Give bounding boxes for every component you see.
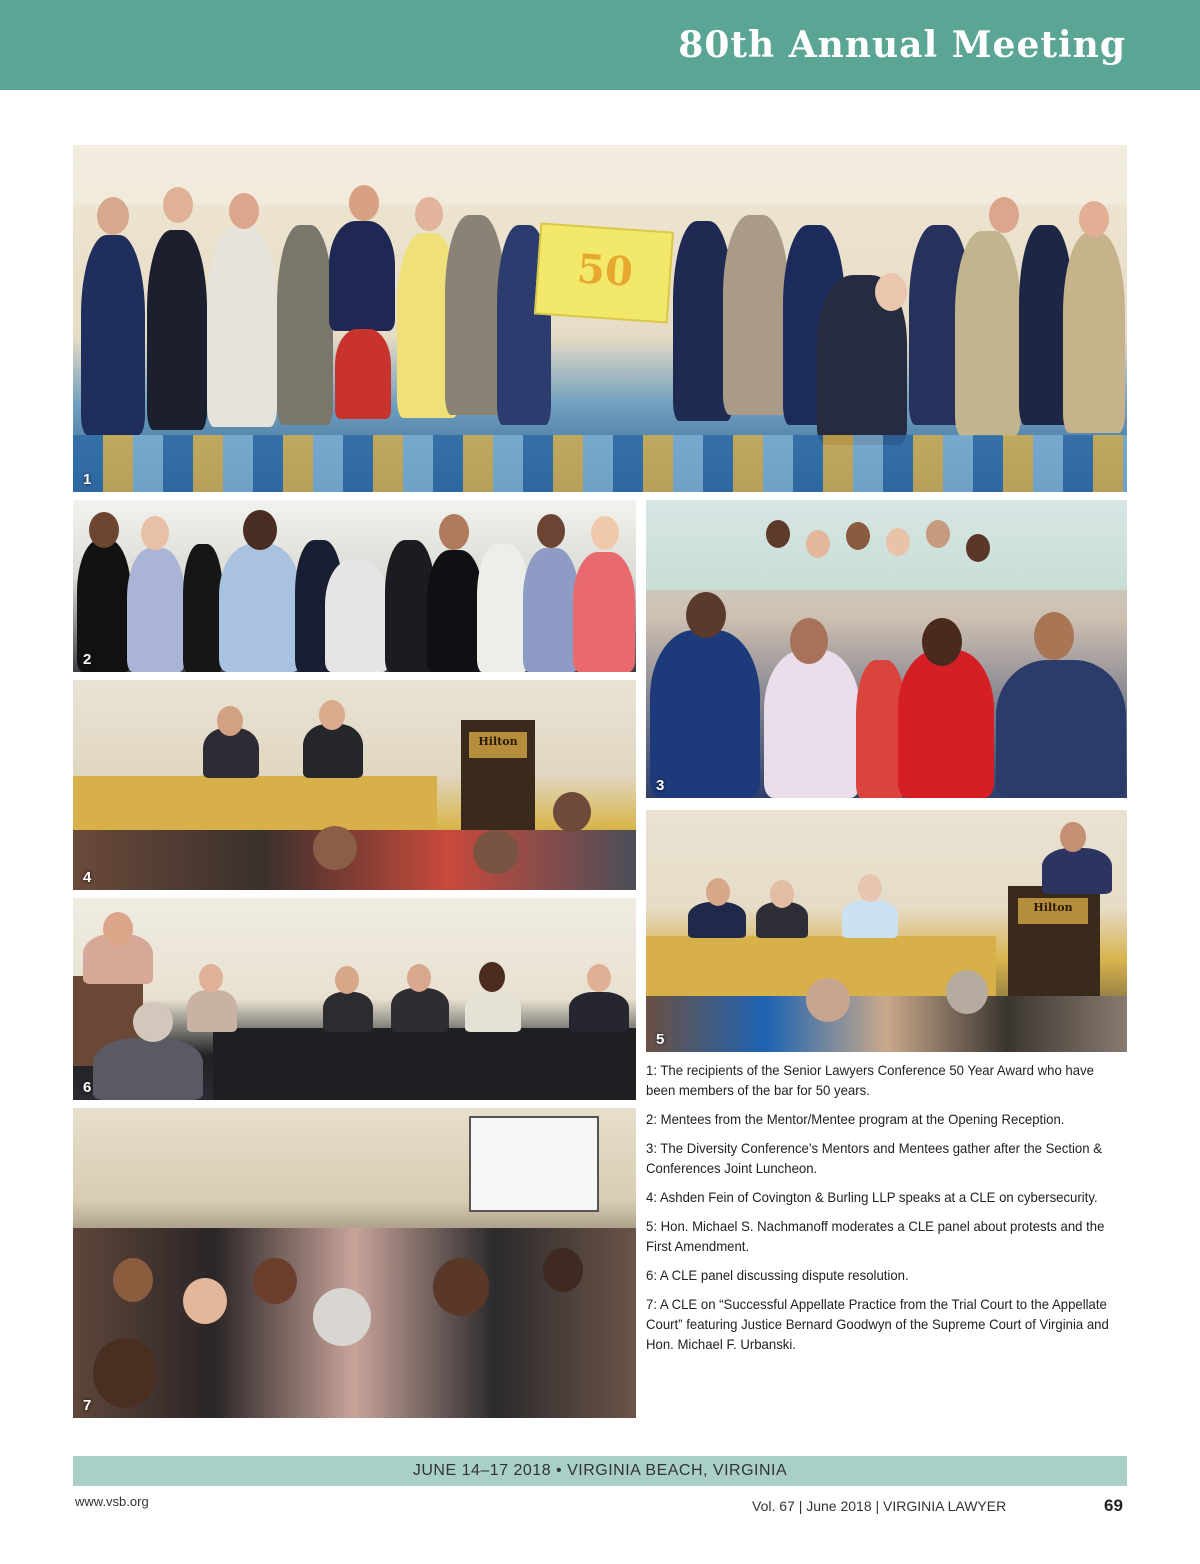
photo-award-recipients: [73, 145, 1127, 492]
photo-number: 7: [83, 1397, 92, 1414]
page-number: 69: [1104, 1496, 1123, 1515]
photo-mentees: [73, 500, 636, 672]
hilton-podium-sign: Hilton: [1018, 898, 1088, 924]
event-date-location: JUNE 14–17 2018 • VIRGINIA BEACH, VIRGINIA: [412, 1462, 788, 1479]
photo-number: 1: [83, 471, 92, 488]
website-link[interactable]: www.vsb.org: [75, 1494, 149, 1509]
photo-cybersecurity-cle: [73, 680, 636, 890]
caption-3: 3: The Diversity Conference’s Mentors and Mentees gather after the Section & Conferences Joint Luncheon.: [646, 1140, 1102, 1176]
photo-number: 6: [83, 1079, 92, 1096]
photo-number: 5: [656, 1031, 665, 1048]
photo-dispute-resolution-panel: [73, 898, 636, 1100]
caption-6: 6: A CLE panel discussing dispute resolution.: [646, 1267, 909, 1283]
caption-2: 2: Mentees from the Mentor/Mentee program at the Opening Reception.: [646, 1111, 1065, 1127]
photo-captions: [646, 1060, 1127, 1363]
photo-number: 3: [656, 777, 665, 794]
caption-7: 7: A CLE on “Successful Appellate Practice from the Trial Court to the Appellate Court” featuring Justice Bernard Goodwyn of the Supreme Court of Virginia and Hon. Michael F. Urbanski.: [646, 1296, 1109, 1352]
photo-first-amendment-panel: [646, 810, 1127, 1052]
page-header: [0, 0, 1200, 90]
hilton-podium-sign: Hilton: [469, 732, 527, 758]
caption-5: 5: Hon. Michael S. Nachmanoff moderates a CLE panel about protests and the First Amendment.: [646, 1218, 1105, 1254]
event-date-band: [73, 1456, 1127, 1486]
caption-1: 1: The recipients of the Senior Lawyers Conference 50 Year Award who have been members of the bar for 50 years.: [646, 1062, 1094, 1098]
photo-number: 2: [83, 651, 92, 668]
photo-diversity-conference: [646, 500, 1127, 798]
caption-4: 4: Ashden Fein of Covington & Burling LLP speaks at a CLE on cybersecurity.: [646, 1189, 1098, 1205]
presentation-screen: [469, 1116, 599, 1212]
publication-info: Vol. 67 | June 2018 | VIRGINIA LAWYER: [752, 1498, 1007, 1514]
photo-appellate-practice-cle: [73, 1108, 636, 1418]
photo-number: 4: [83, 869, 92, 886]
congratulations-50-sign: 50: [534, 222, 674, 323]
page-title: 80th Annual Meeting: [678, 24, 1126, 66]
